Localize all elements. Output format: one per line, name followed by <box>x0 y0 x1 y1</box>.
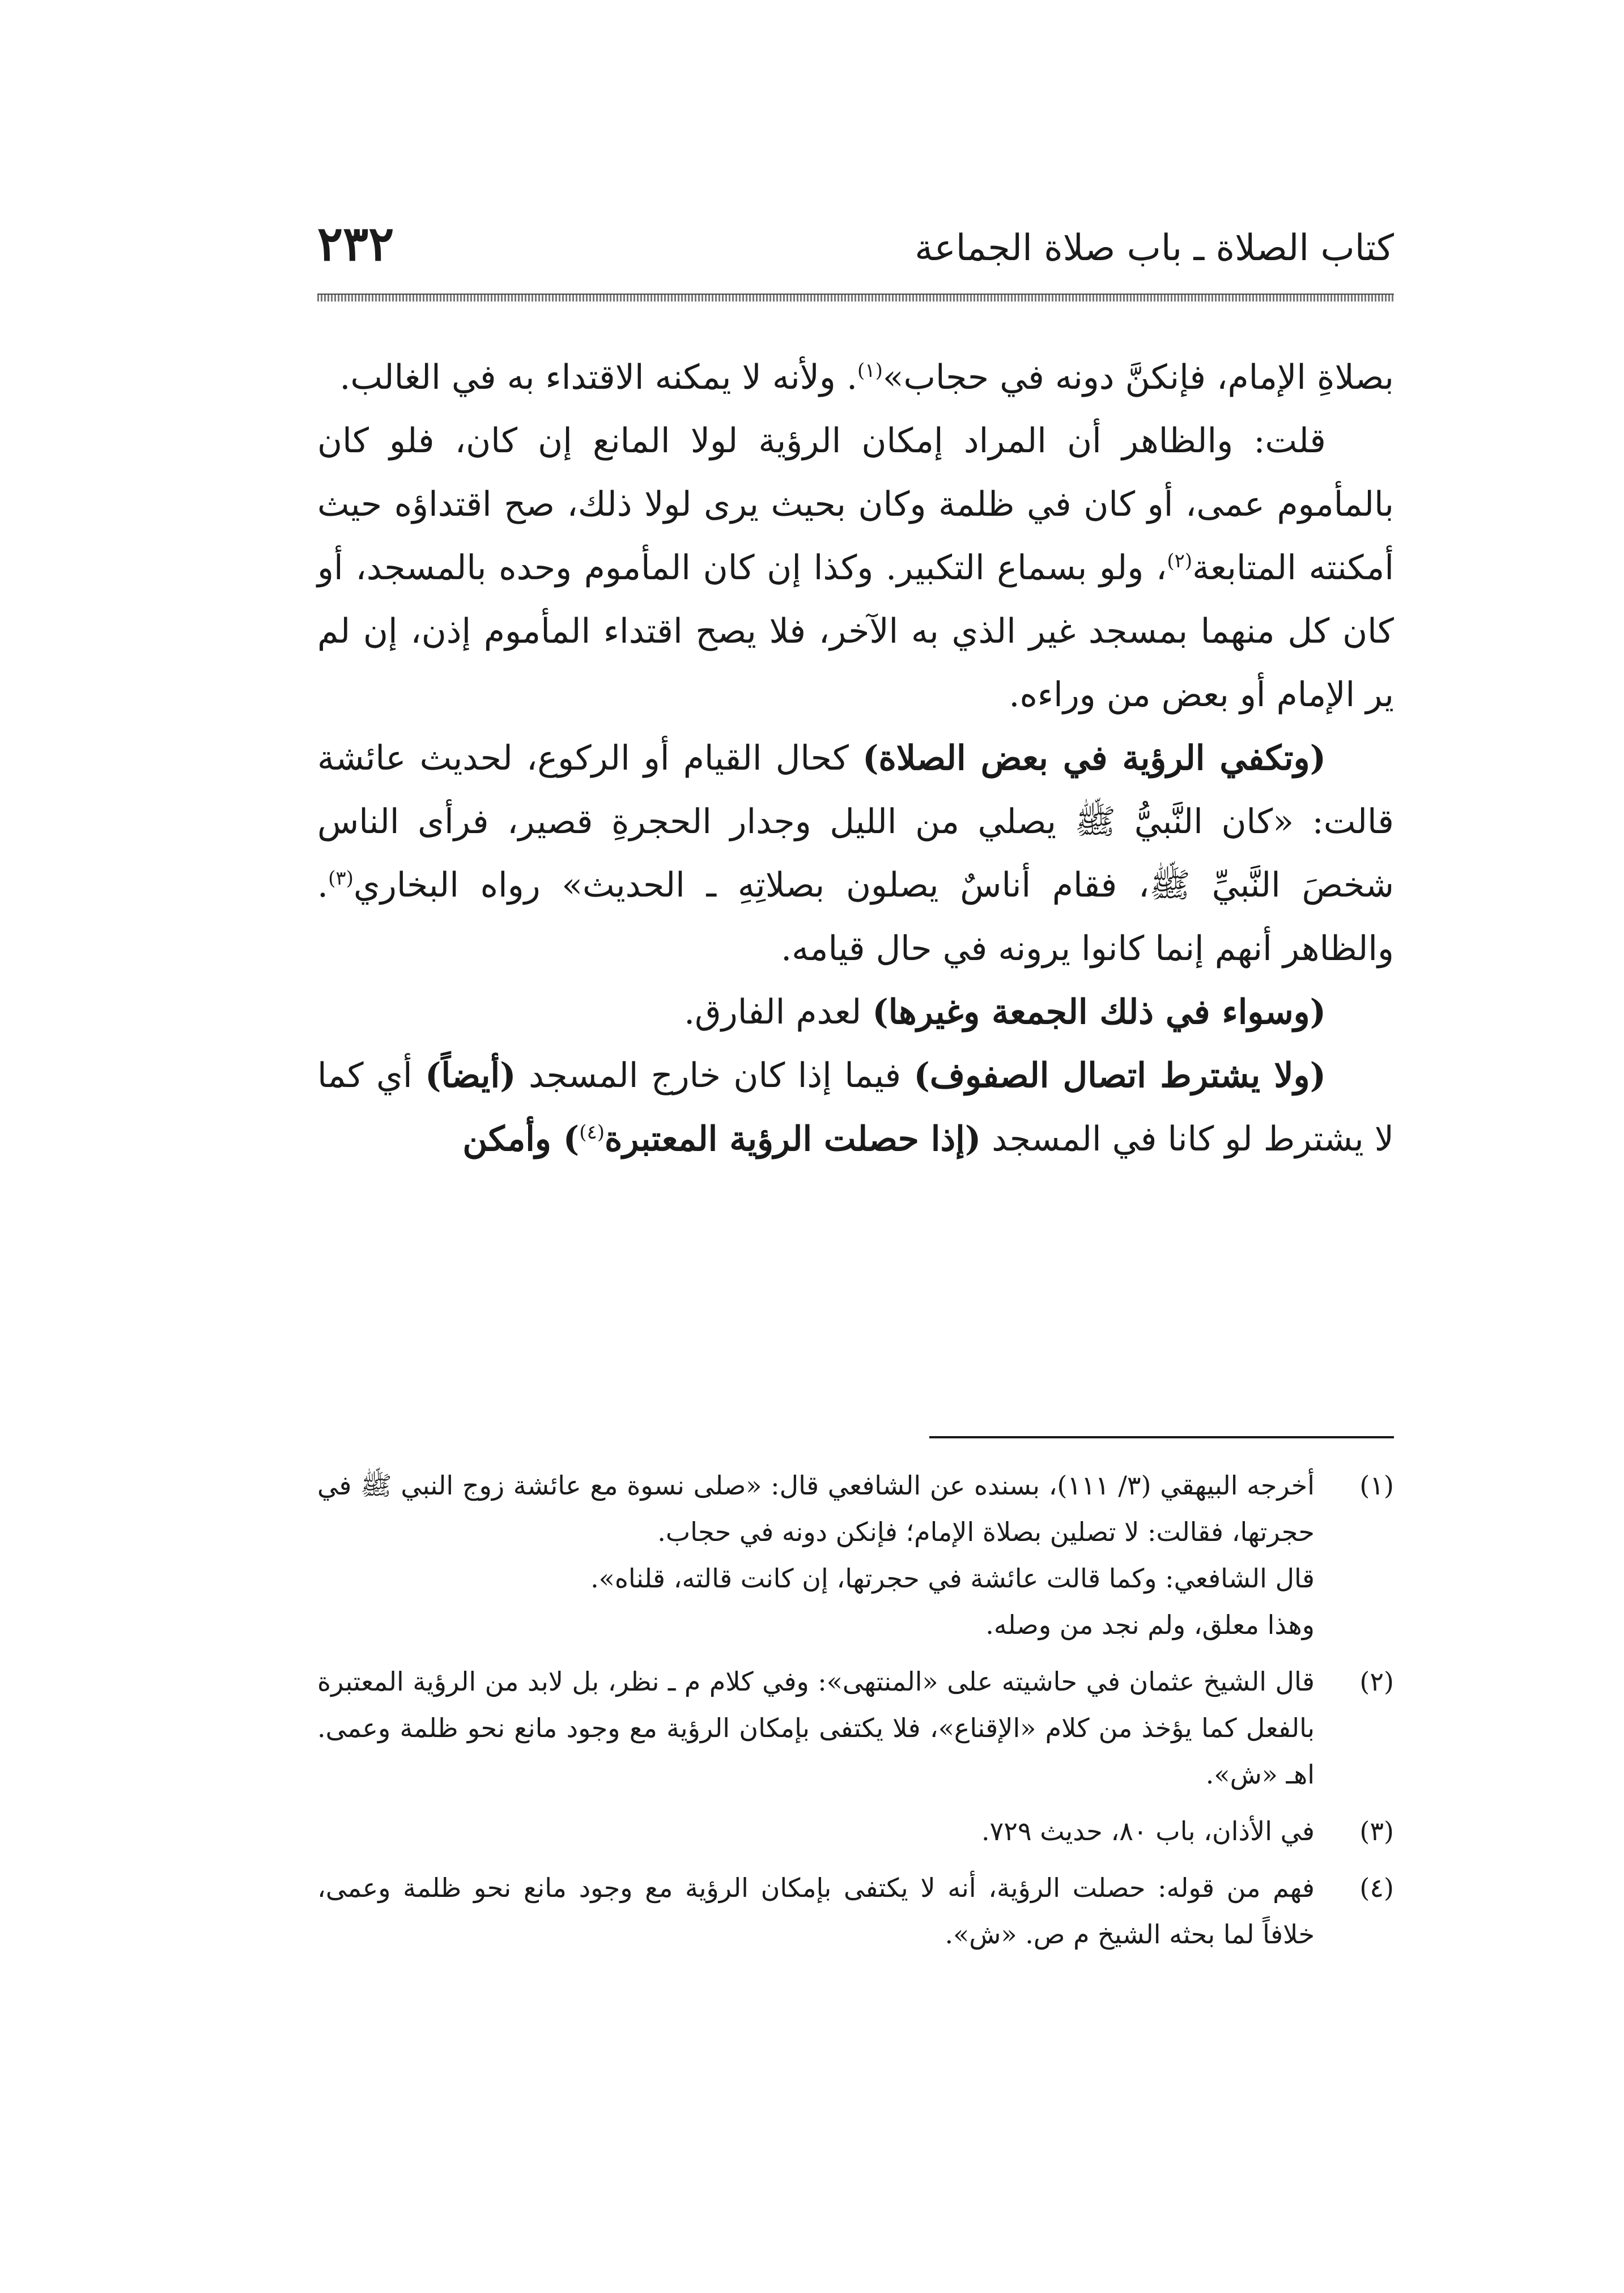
main-text <box>317 346 1394 1171</box>
footnote-separator <box>929 1436 1394 1438</box>
text-run: كحال القيام أو الركوع، لحديث عائشة قالت: «كان النَّبيُّ ﷺ يصلي من الليل وجدار الحجرةِ قصير، فرأى الناس شخصَ النَّبيِّ ﷺ، فقام أناسٌ يصلون بصلاتِهِ ـ الحديث» رواه البخاري <box>317 738 1394 905</box>
matn-text: (أيضاً) <box>425 1056 516 1095</box>
paragraph-1 <box>317 346 1394 409</box>
footnote-number: (٤) <box>1359 1872 1394 1903</box>
matn-text: ) وأمكن <box>462 1119 580 1159</box>
footnote-line: فهم من قوله: حصلت الرؤية، أنه لا يكتفى بإمكان الرؤية مع وجود مانع نحو ظلمة وعمى، خلافاً لما بحثه الشيخ م ص. «ش». <box>317 1872 1315 1950</box>
matn-text: (ولا يشترط اتصال الصفوف) <box>913 1056 1326 1095</box>
footnote-ref-4: (٤) <box>579 1121 605 1144</box>
footnote-1 <box>317 1462 1394 1648</box>
page-number: ٢٣٢ <box>317 215 394 271</box>
running-title: كتاب الصلاة ـ باب صلاة الجماعة <box>915 227 1394 269</box>
text-run: قلت: والظاهر أن المراد إمكان الرؤية لولا المانع إن كان، فلو كان بالمأموم عمى، أو كان في ظلمة وكان بحيث يرى لولا ذلك، صح اقتداؤه حيث أمكنته المتابعة <box>317 421 1394 588</box>
footnote-ref-3: (٣) <box>328 867 354 890</box>
footnote-line: في الأذان، باب ٨٠، حديث ٧٢٩. <box>981 1816 1315 1846</box>
footnote-3 <box>317 1808 1394 1854</box>
footnote-body <box>317 1808 1315 1854</box>
footnote-ref-1: (١) <box>857 359 883 382</box>
text-run: . والظاهر أنهم إنما كانوا يرونه في حال قيامه. <box>317 865 1394 969</box>
footnote-body <box>317 1865 1315 1957</box>
text-run: أي كما لا يشترط لو كانا في المسجد <box>317 1056 1394 1159</box>
footnote-line: وهذا معلق، ولم نجد من وصله. <box>985 1610 1315 1640</box>
matn-text: (وتكفي الرؤية في بعض الصلاة) <box>862 738 1326 778</box>
footnote-ref-2: (٢) <box>1167 550 1193 572</box>
footnotes <box>317 1462 1394 1968</box>
footnote-line: أخرجه البيهقي (٣/ ١١١)، بسنده عن الشافعي قال: «صلى نسوة مع عائشة زوج النبي ﷺ في حجرتها، فقالت: لا تصلين بصلاة الإمام؛ فإنكن دونه في حجاب. <box>317 1470 1315 1547</box>
footnote-line: قال الشافعي: وكما قالت عائشة في حجرتها، إن كانت قالته، قلناه». <box>590 1563 1315 1594</box>
text-run: . ولأنه لا يمكنه الاقتداء به في الغالب. <box>339 358 858 397</box>
paragraph-2 <box>317 409 1394 727</box>
header-rule <box>317 294 1394 302</box>
text-run: بصلاةِ الإمام، فإنكنَّ دونه في حجاب» <box>882 358 1394 397</box>
footnote-4 <box>317 1865 1394 1957</box>
page-header <box>317 210 1394 306</box>
text-run: ، ولو بسماع التكبير. وكذا إن كان المأموم وحده بالمسجد، أو كان كل منهما بمسجد غير الذي به الآخر، فلا يصح اقتداء المأموم إذن، إن لم ير الإمام أو بعض من وراءه. <box>317 548 1394 715</box>
footnote-line: قال الشيخ عثمان في حاشيته على «المنتهى»: وفي كلام م ـ نظر، بل لابد من الرؤية المعتبرة بالفعل كما يؤخذ من كلام «الإقناع»، فلا يكتفى بإمكان الرؤية مع وجود مانع نحو ظلمة وعمى. اهـ «ش». <box>317 1666 1315 1790</box>
text-run: فيما إذا كان خارج المسجد <box>516 1056 914 1095</box>
footnote-body <box>317 1658 1315 1798</box>
footnote-number: (٢) <box>1359 1666 1394 1697</box>
text-run: لعدم الفارق. <box>684 992 873 1032</box>
matn-text: (إذا حصلت الرؤية المعتبرة <box>604 1119 981 1159</box>
footnote-number: (١) <box>1359 1470 1394 1501</box>
paragraph-3 <box>317 727 1394 980</box>
footnote-number: (٣) <box>1359 1816 1394 1846</box>
footnote-body <box>317 1462 1315 1648</box>
matn-text: (وسواء في ذلك الجمعة وغيرها) <box>872 992 1326 1032</box>
footnote-2 <box>317 1658 1394 1798</box>
paragraph-5 <box>317 1044 1394 1171</box>
paragraph-4 <box>317 980 1394 1044</box>
